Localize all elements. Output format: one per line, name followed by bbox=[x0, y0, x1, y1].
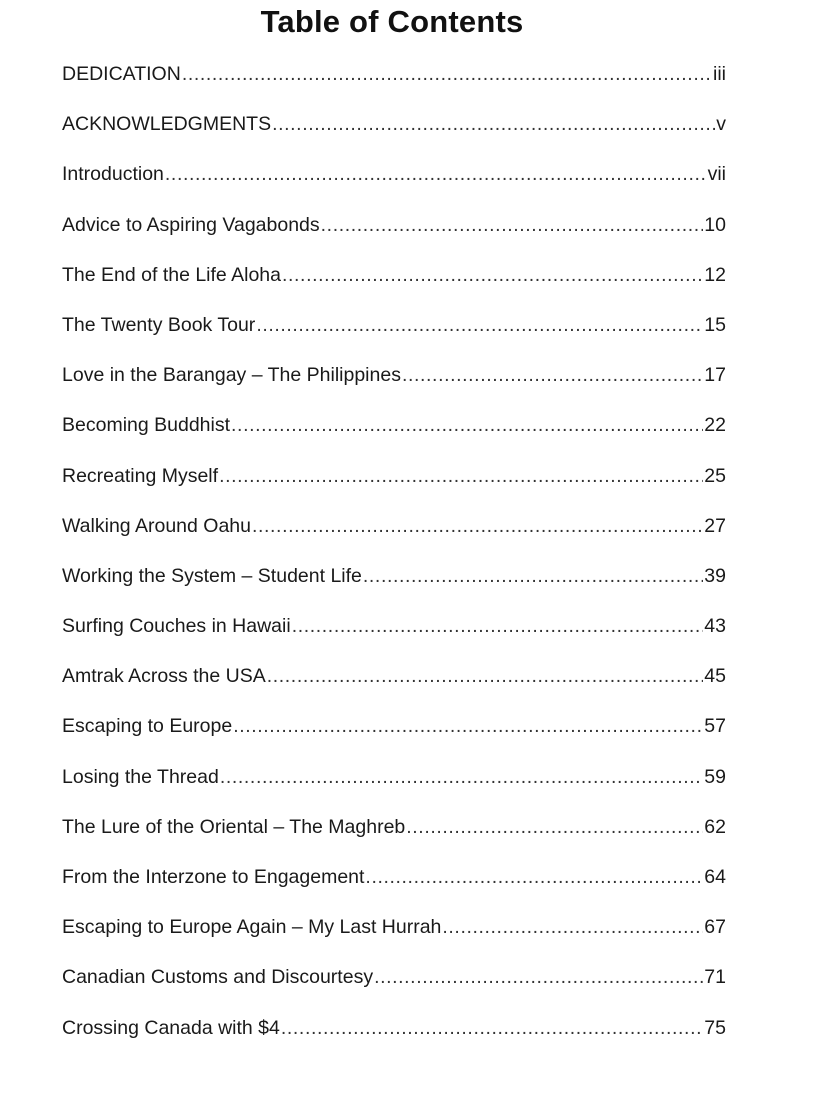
toc-entry[interactable] bbox=[62, 709, 726, 759]
dot-leader bbox=[231, 408, 703, 442]
dot-leader bbox=[363, 559, 703, 593]
toc-entry[interactable] bbox=[62, 208, 726, 258]
toc-entry-title: Amtrak Across the USA bbox=[62, 665, 266, 688]
toc-entry-page: 57 bbox=[704, 715, 726, 738]
toc-entry-page: 43 bbox=[704, 615, 726, 638]
dot-leader bbox=[406, 810, 703, 844]
toc-entry-page: 15 bbox=[704, 313, 726, 336]
toc-entry-page: 71 bbox=[704, 966, 726, 989]
dot-leader bbox=[292, 609, 704, 643]
dot-leader bbox=[272, 107, 715, 141]
toc-entry-title: Walking Around Oahu bbox=[62, 514, 251, 537]
toc-entry-title: Introduction bbox=[62, 163, 164, 186]
toc-entry-title: Crossing Canada with $4 bbox=[62, 1016, 280, 1039]
toc-entry[interactable] bbox=[62, 810, 726, 860]
toc-entry[interactable] bbox=[62, 659, 726, 709]
dot-leader bbox=[267, 659, 704, 693]
toc-entry-title: Recreating Myself bbox=[62, 464, 219, 487]
toc-entry-title: Escaping to Europe bbox=[62, 715, 233, 738]
toc-list bbox=[62, 57, 726, 1061]
toc-entry-page: 10 bbox=[704, 213, 726, 236]
toc-entry-title: Escaping to Europe Again – My Last Hurrah bbox=[62, 916, 442, 939]
toc-entry[interactable] bbox=[62, 609, 726, 659]
dot-leader bbox=[252, 509, 703, 543]
toc-entry-page: 39 bbox=[704, 564, 726, 587]
dot-leader bbox=[281, 1011, 703, 1045]
toc-entry-page: 62 bbox=[704, 815, 726, 838]
page-title: Table of Contents bbox=[260, 4, 524, 39]
toc-entry-title: ACKNOWLEDGMENTS bbox=[62, 113, 272, 136]
toc-entry[interactable] bbox=[62, 860, 726, 910]
toc-entry-page: 25 bbox=[704, 464, 726, 487]
toc-entry-title: The End of the Life Aloha bbox=[62, 263, 281, 286]
toc-entry[interactable] bbox=[62, 408, 726, 458]
toc-entry[interactable] bbox=[62, 258, 726, 308]
toc-entry-page: 59 bbox=[704, 765, 726, 788]
dot-leader bbox=[402, 358, 703, 392]
toc-entry-page: iii bbox=[713, 63, 726, 85]
toc-entry[interactable] bbox=[62, 760, 726, 810]
toc-entry-page: 67 bbox=[704, 916, 726, 939]
toc-entry-page: 64 bbox=[704, 866, 726, 888]
toc-entry-title: Canadian Customs and Discourtesy bbox=[62, 966, 374, 989]
toc-entry-page: 27 bbox=[704, 514, 726, 537]
toc-entry[interactable] bbox=[62, 459, 726, 509]
dot-leader bbox=[321, 208, 704, 242]
toc-entry-title: Working the System – Student Life bbox=[62, 564, 362, 587]
toc-entry[interactable] bbox=[62, 509, 726, 559]
toc-entry[interactable] bbox=[62, 960, 726, 1010]
toc-entry-page: 45 bbox=[704, 665, 726, 688]
toc-entry-page: 75 bbox=[704, 1016, 726, 1039]
dot-leader bbox=[219, 459, 703, 493]
toc-entry-page: 12 bbox=[704, 263, 726, 286]
toc-entry-title: The Lure of the Oriental – The Maghreb bbox=[62, 815, 406, 838]
toc-entry-title: DEDICATION bbox=[62, 63, 181, 85]
dot-leader bbox=[256, 308, 703, 342]
dot-leader bbox=[165, 157, 707, 191]
dot-leader bbox=[374, 960, 703, 994]
toc-entry-title: Love in the Barangay – The Philippines bbox=[62, 364, 401, 387]
toc-entry[interactable] bbox=[62, 559, 726, 609]
toc-entry-title: Becoming Buddhist bbox=[62, 414, 231, 437]
toc-entry-title: Surfing Couches in Hawaii bbox=[62, 615, 291, 638]
toc-entry-title: From the Interzone to Engagement bbox=[62, 866, 365, 888]
toc-entry-title: Advice to Aspiring Vagabonds bbox=[62, 213, 320, 236]
toc-entry-page: vii bbox=[707, 163, 726, 186]
toc-entry-page: 22 bbox=[704, 414, 726, 437]
dot-leader bbox=[282, 258, 703, 292]
toc-entry[interactable] bbox=[62, 910, 726, 960]
toc-entry[interactable] bbox=[62, 157, 726, 207]
toc-entry-page: v bbox=[716, 113, 726, 136]
dot-leader bbox=[442, 910, 703, 944]
toc-entry[interactable] bbox=[62, 308, 726, 358]
toc-entry[interactable] bbox=[62, 358, 726, 408]
toc-entry-title: The Twenty Book Tour bbox=[62, 313, 256, 336]
toc-entry[interactable] bbox=[62, 1011, 726, 1061]
dot-leader bbox=[182, 57, 712, 91]
dot-leader bbox=[365, 860, 703, 894]
dot-leader bbox=[220, 760, 703, 794]
dot-leader bbox=[233, 709, 703, 743]
toc-entry-title: Losing the Thread bbox=[62, 765, 219, 788]
toc-entry-page: 17 bbox=[704, 364, 726, 387]
toc-entry[interactable] bbox=[62, 57, 726, 107]
toc-entry[interactable] bbox=[62, 107, 726, 157]
